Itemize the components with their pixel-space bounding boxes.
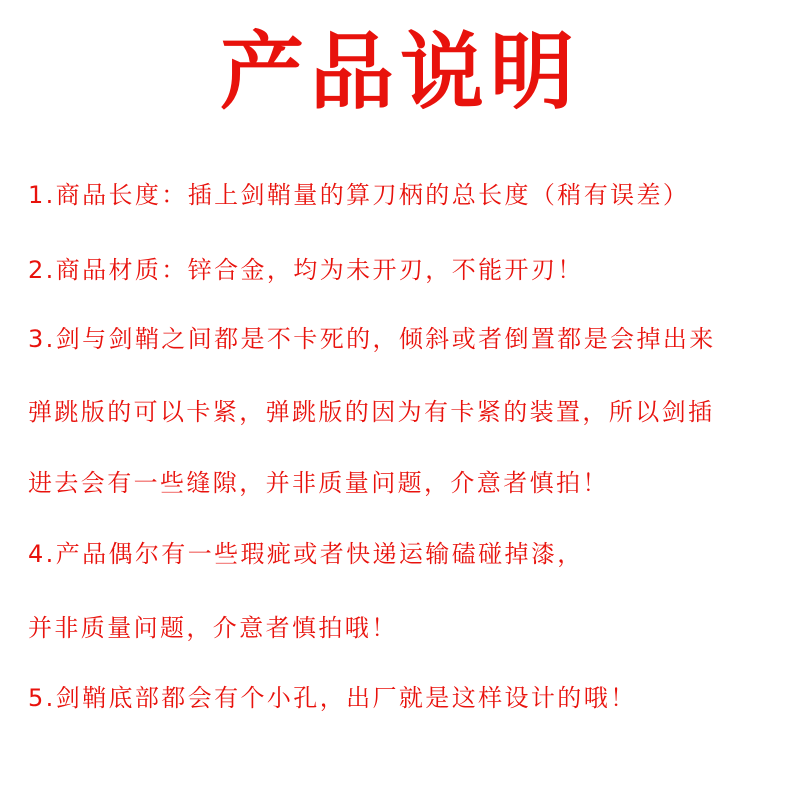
- description-line-2: 2.商品材质：锌合金，均为未开刃，不能开刃！: [28, 256, 584, 284]
- description-line-3: 3.剑与剑鞘之间都是不卡死的，倾斜或者倒置都是会掉出来: [28, 325, 716, 353]
- description-line-6: 4.产品偶尔有一些瑕疵或者快递运输磕碰掉漆，: [28, 540, 584, 568]
- page-title: 产品说明: [219, 23, 580, 121]
- description-line-8: 5.剑鞘底部都会有个小孔，出厂就是这样设计的哦！: [28, 684, 637, 712]
- description-line-1: 1.商品长度：插上剑鞘量的算刀柄的总长度（稍有误差）: [28, 181, 690, 209]
- description-line-4: 弹跳版的可以卡紧，弹跳版的因为有卡紧的装置，所以剑插: [28, 398, 715, 426]
- description-line-5: 进去会有一些缝隙，并非质量问题，介意者慎拍！: [28, 469, 609, 497]
- description-line-7: 并非质量问题，介意者慎拍哦！: [28, 614, 398, 642]
